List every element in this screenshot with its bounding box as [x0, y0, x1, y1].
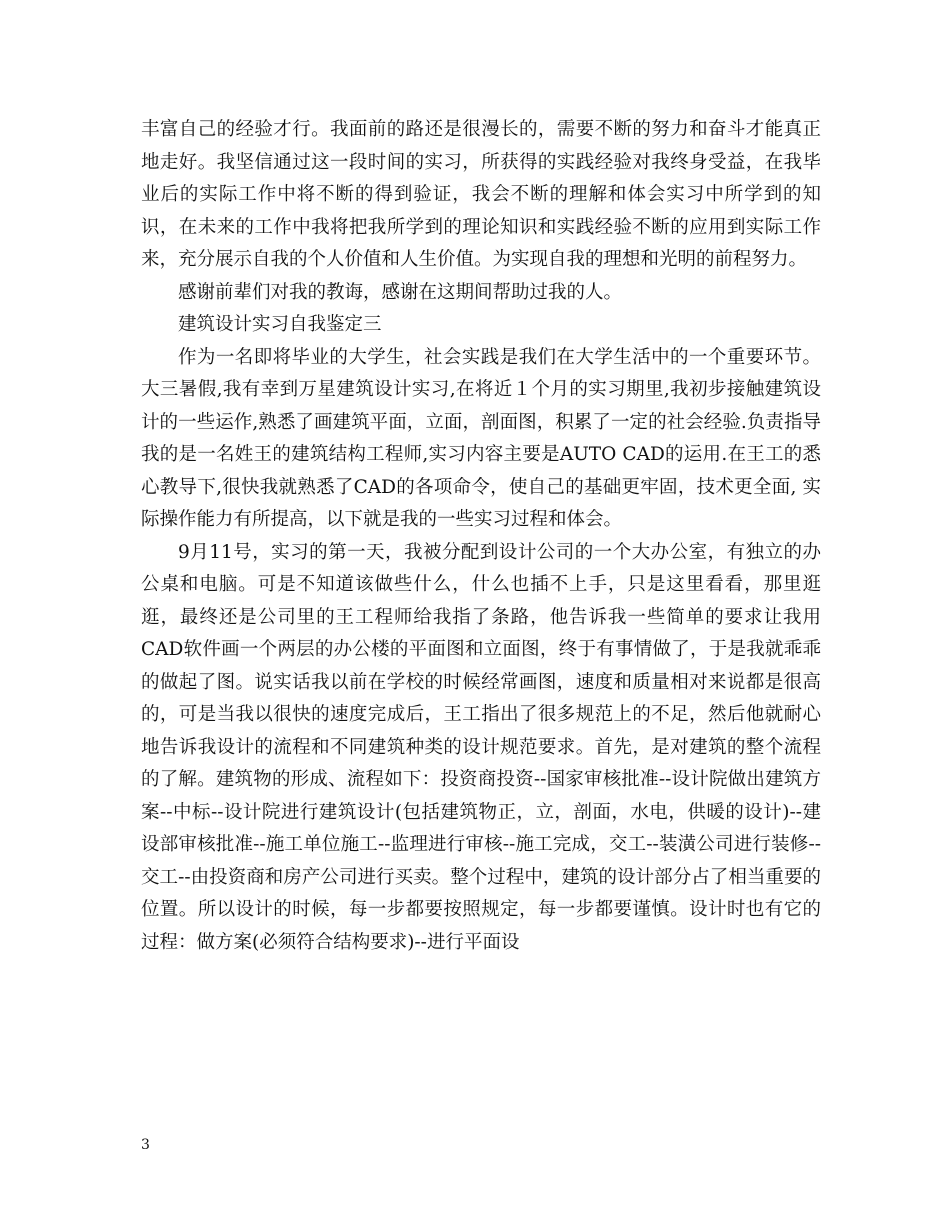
- paragraph-continuation: 丰富自己的经验才行。我面前的路还是很漫长的，需要不断的努力和奋斗才能真正地走好。我坚信通过这一段时间的实习，所获得的实践经验对我终身受益，在我毕业后的实际工作中将不断的得到验证，我会不断的理解和体会实习中所学到的知识，在未来的工作中我将把我所学到的理论知识和实践经验不断的应用到实际工作来，充分展示自我的个人价值和人生价值。为实现自我的理想和光明的前程努力。: [141, 119, 821, 270]
- paragraph-intro: 作为一名即将毕业的大学生，社会实践是我们在大学生活中的一个重要环节。大三暑假,我有幸到万星建筑设计实习,在将近１个月的实习期里,我初步接触建筑设计的一些运作,熟悉了画建筑平面，立面，剖面图，积累了一定的社会经验.负责指导我的是一名姓王的建筑结构工程师,实习内容主要是AUTO CAD的运用.在王工的悉心教导下,很快我就熟悉了CAD的各项命令，使自己的基础更牢固，技术更全面, 实际操作能力有所提高，以下就是我的一些实习过程和体会。: [141, 346, 821, 530]
- paragraph-thanks: 感谢前辈们对我的教诲，感谢在这期间帮助过我的人。: [178, 281, 623, 303]
- paragraph-first-day: 9月11号，实习的第一天，我被分配到设计公司的一个大办公室，有独立的办公桌和电脑。可是不知道该做些什么，什么也插不上手，只是这里看看，那里逛逛，最终还是公司里的王工程师给我指了条路，他告诉我一些简单的要求让我用CAD软件画一个两层的办公楼的平面图和立面图，终于有事情做了，于是我就乖乖的做起了图。说实话我以前在学校的时候经常画图，速度和质量相对来说都是很高的，可是当我以很快的速度完成后，王工指出了很多规范上的不足，然后他就耐心地告诉我设计的流程和不同建筑种类的设计规范要求。首先，是对建筑的整个流程的了解。建筑物的形成、流程如下：投资商投资--国家审核批准--设计院做出建筑方案--中标--设计院进行建筑设计(包括建筑物正，立，剖面，水电，供暖的设计)--建设部审核批准--施工单位施工--监理进行审核--施工完成，交工--装潢公司进行装修--交工--由投资商和房产公司进行买卖。整个过程中，建筑的设计部分占了相当重要的位置。所以设计的时候，每一步都要按照规定，每一步都要谨慎。设计时也有它的过程：做方案(必须符合结构要求)--进行平面设: [141, 541, 821, 953]
- section-title: 建筑设计实习自我鉴定三: [178, 314, 382, 335]
- page-number: 3: [141, 1137, 150, 1153]
- document-body: [141, 114, 821, 959]
